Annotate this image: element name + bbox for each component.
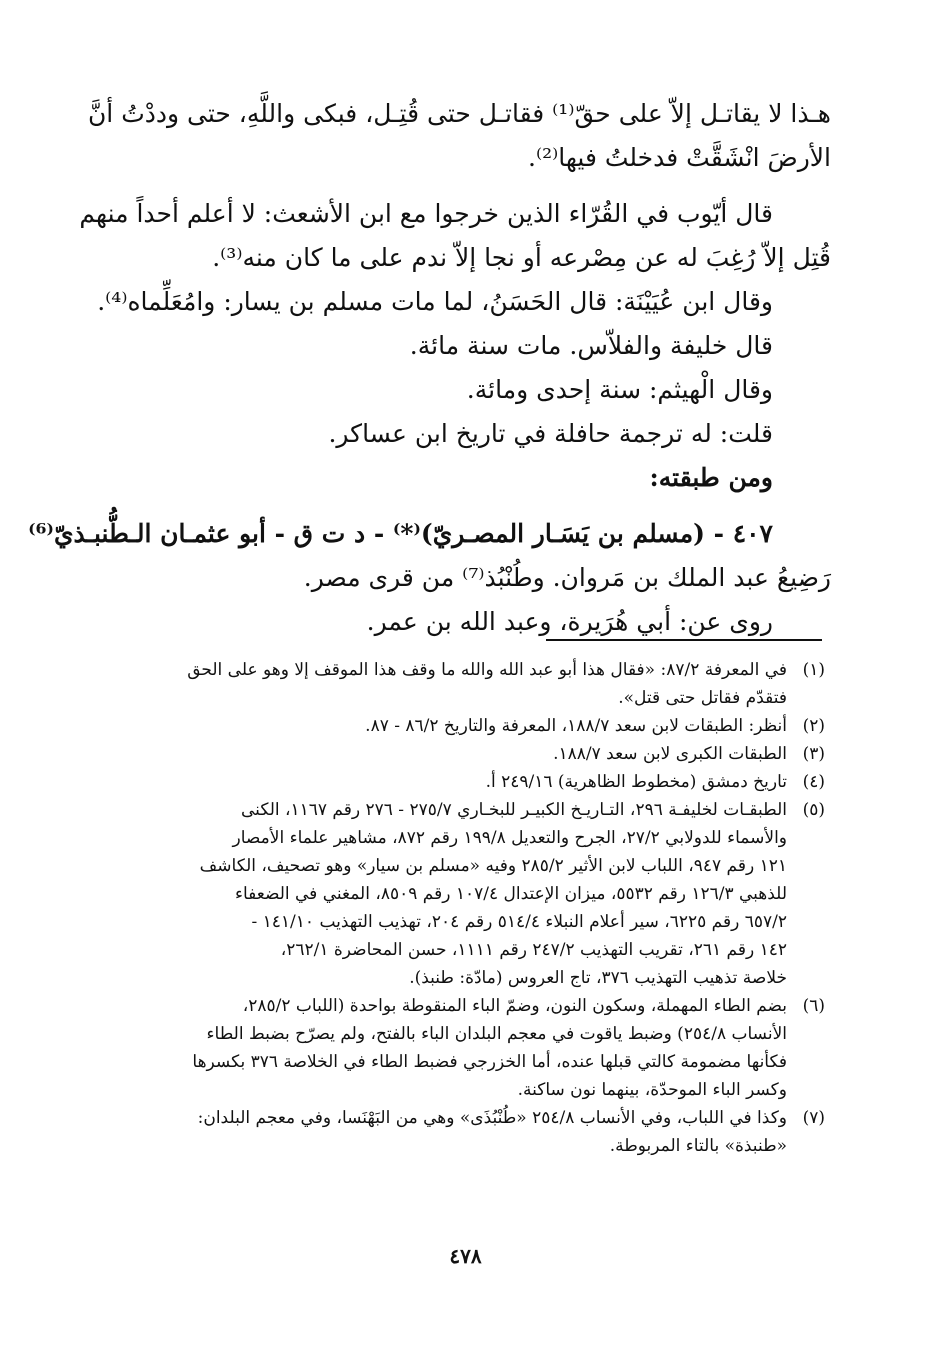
- footnote-line: فكأنها مضمومة كالتي قبلها عنده، أما الخزرجي فضبط الطاء في الخلاصة ٣٧٦ بكسرها: [192, 1052, 787, 1072]
- footnote-number: (٤): [802, 772, 825, 792]
- footnote-line: والأسماء للدولابي ٢٧/٢، الجرح والتعديل ١٩٩/٨ رقم ٨٧٢، مشاهير علماء الأمصار: [232, 828, 787, 848]
- text-line: قال خليفة والفلاّس. مات سنة مائة.: [409, 331, 773, 360]
- text-line: قُتِل إلاّ رُغِبَ له عن مِصْرعه أو نجا إلاّ ندم على ما كان منه⁽³⁾.: [212, 243, 831, 272]
- text-line: وقال الْهيثم: سنة إحدى ومائة.: [466, 375, 773, 404]
- footnote-number: (٢): [802, 716, 825, 736]
- text-line: روى عن: أبي هُرَيرة، وعبد الله بن عمر.: [366, 607, 773, 636]
- footnote-line: فتقدّم فقاتل حتى قتل».: [618, 688, 787, 708]
- text-line: الأرضَ انْشَقَّتْ فدخلتُ فيها⁽²⁾.: [528, 143, 831, 172]
- footnote-line: ١٤٢ رقم ٢٦١، تقريب التهذيب ٢٤٧/٢ رقم ١١١١، حسن المحاضرة ٢٦٢/١،: [280, 940, 787, 960]
- footnote-line: في المعرفة ٨٧/٢: «فقال هذا أبو عبد الله والله ما وقف هذا الموقف إلا وهو على الحق: [187, 660, 787, 680]
- main-text: [28, 92, 831, 644]
- page-number: ٤٧٨: [449, 1244, 482, 1268]
- footnote-number: (١): [802, 660, 825, 680]
- footnote-line: «طنبذة» بالتاء المربوطة.: [609, 1136, 787, 1156]
- footnote-number: (٥): [802, 800, 825, 820]
- text-line: وقال ابن عُيَيْنَة: قال الحَسَنُ، لما مات مسلم بن يسار: وامُعَلِّماه⁽⁴⁾.: [97, 287, 773, 316]
- footnote-line: ٦٥٧/٢ رقم ٦٢٢٥، سير أعلام النبلاء ٥١٤/٤ رقم ٢٠٤، تهذيب التهذيب ١٤١/١٠ -: [251, 912, 787, 932]
- footnote: [108, 796, 825, 992]
- footnote: [108, 768, 825, 796]
- footnote-line: للذهبي ١٢٦/٣ رقم ٥٥٣٢، ميزان الإعتدال ١٠٧/٤ رقم ٨٥٠٩، المغني في الضعفاء: [234, 884, 787, 904]
- text-line: قلت: له ترجمة حافلة في تاريخ ابن عساكر.: [328, 419, 773, 448]
- footnote: [108, 992, 825, 1104]
- footnote: [108, 740, 825, 768]
- footnote-divider: [546, 639, 822, 641]
- footnote-line: الطبقات الكبرى لابن سعد ١٨٨/٧.: [553, 744, 787, 764]
- footnote-line: وكسر الباء الموحدّة، بينهما نون ساكنة.: [517, 1080, 787, 1100]
- footnote: [108, 712, 825, 740]
- footnote-number: (٦): [802, 996, 825, 1016]
- text-line: قال أيّوب في القُرّاء الذين خرجوا مع ابن الأشعث: لا أعلم أحداً منهم: [79, 199, 773, 228]
- footnote-line: الأنساب ٢٥٤/٨) وضبط ياقوت في معجم البلدان الباء بالفتح، ولم يصرّح بضبط الطاء: [206, 1024, 787, 1044]
- footnote-line: وكذا في اللباب، وفي الأنساب ٢٥٤/٨ «طُنْبُذَى» وهي من البَهْنَسا، وفي معجم البلدان:: [197, 1108, 787, 1128]
- footnote-line: أنظر: الطبقات لابن سعد ١٨٨/٧، المعرفة والتاريخ ٨٦/٢ - ٨٧.: [365, 716, 787, 736]
- footnote: [108, 656, 825, 712]
- footnote-line: بضم الطاء المهملة، وسكون النون، وضمّ الباء المنقوطة بواحدة (اللباب ٢٨٥/٢،: [242, 996, 787, 1016]
- footnote-line: تاريخ دمشق (مخطوط الظاهرية) ٢٤٩/١٦ أ.: [485, 772, 787, 792]
- footnote-line: ١٢١ رقم ٩٤٧، اللباب لابن الأثير ٢٨٥/٢ وفيه «مسلم بن سيار» وهو تصحيف، الكاشف: [199, 856, 787, 876]
- entry-heading: ٤٠٧ - (مسلم بن يَسَـار المصـريّ)⁽*⁾ - د ت ق - أبو عثمـان الـطُّنبـذيّ⁽⁶⁾: [28, 519, 773, 548]
- footnote-number: (٧): [802, 1108, 825, 1128]
- footnote-number: (٣): [802, 744, 825, 764]
- section-heading: ومن طبقته:: [649, 463, 773, 492]
- footnote: [108, 1104, 825, 1160]
- footnotes: [108, 656, 825, 1160]
- text-line: هـذا لا يقاتـل إلاّ على حقّ⁽¹⁾ فقاتـل حتى قُتِـل، فبكى واللَّهِ، حتى وددْتُ أنَّ: [87, 99, 831, 128]
- text-line: رَضِيعُ عبد الملك بن مَروان. وطُنْبُذ⁽⁷⁾ من قرى مصر.: [303, 563, 831, 592]
- footnote-line: خلاصة تذهيب التهذيب ٣٧٦، تاج العروس (مادّة: طنبذ).: [409, 968, 787, 988]
- footnote-line: الطبقـات لخليفـة ٢٩٦، التـاريـخ الكبيـر للبخـاري ٢٧٥/٧ - ٢٧٦ رقم ١١٦٧، الكنى: [241, 800, 787, 820]
